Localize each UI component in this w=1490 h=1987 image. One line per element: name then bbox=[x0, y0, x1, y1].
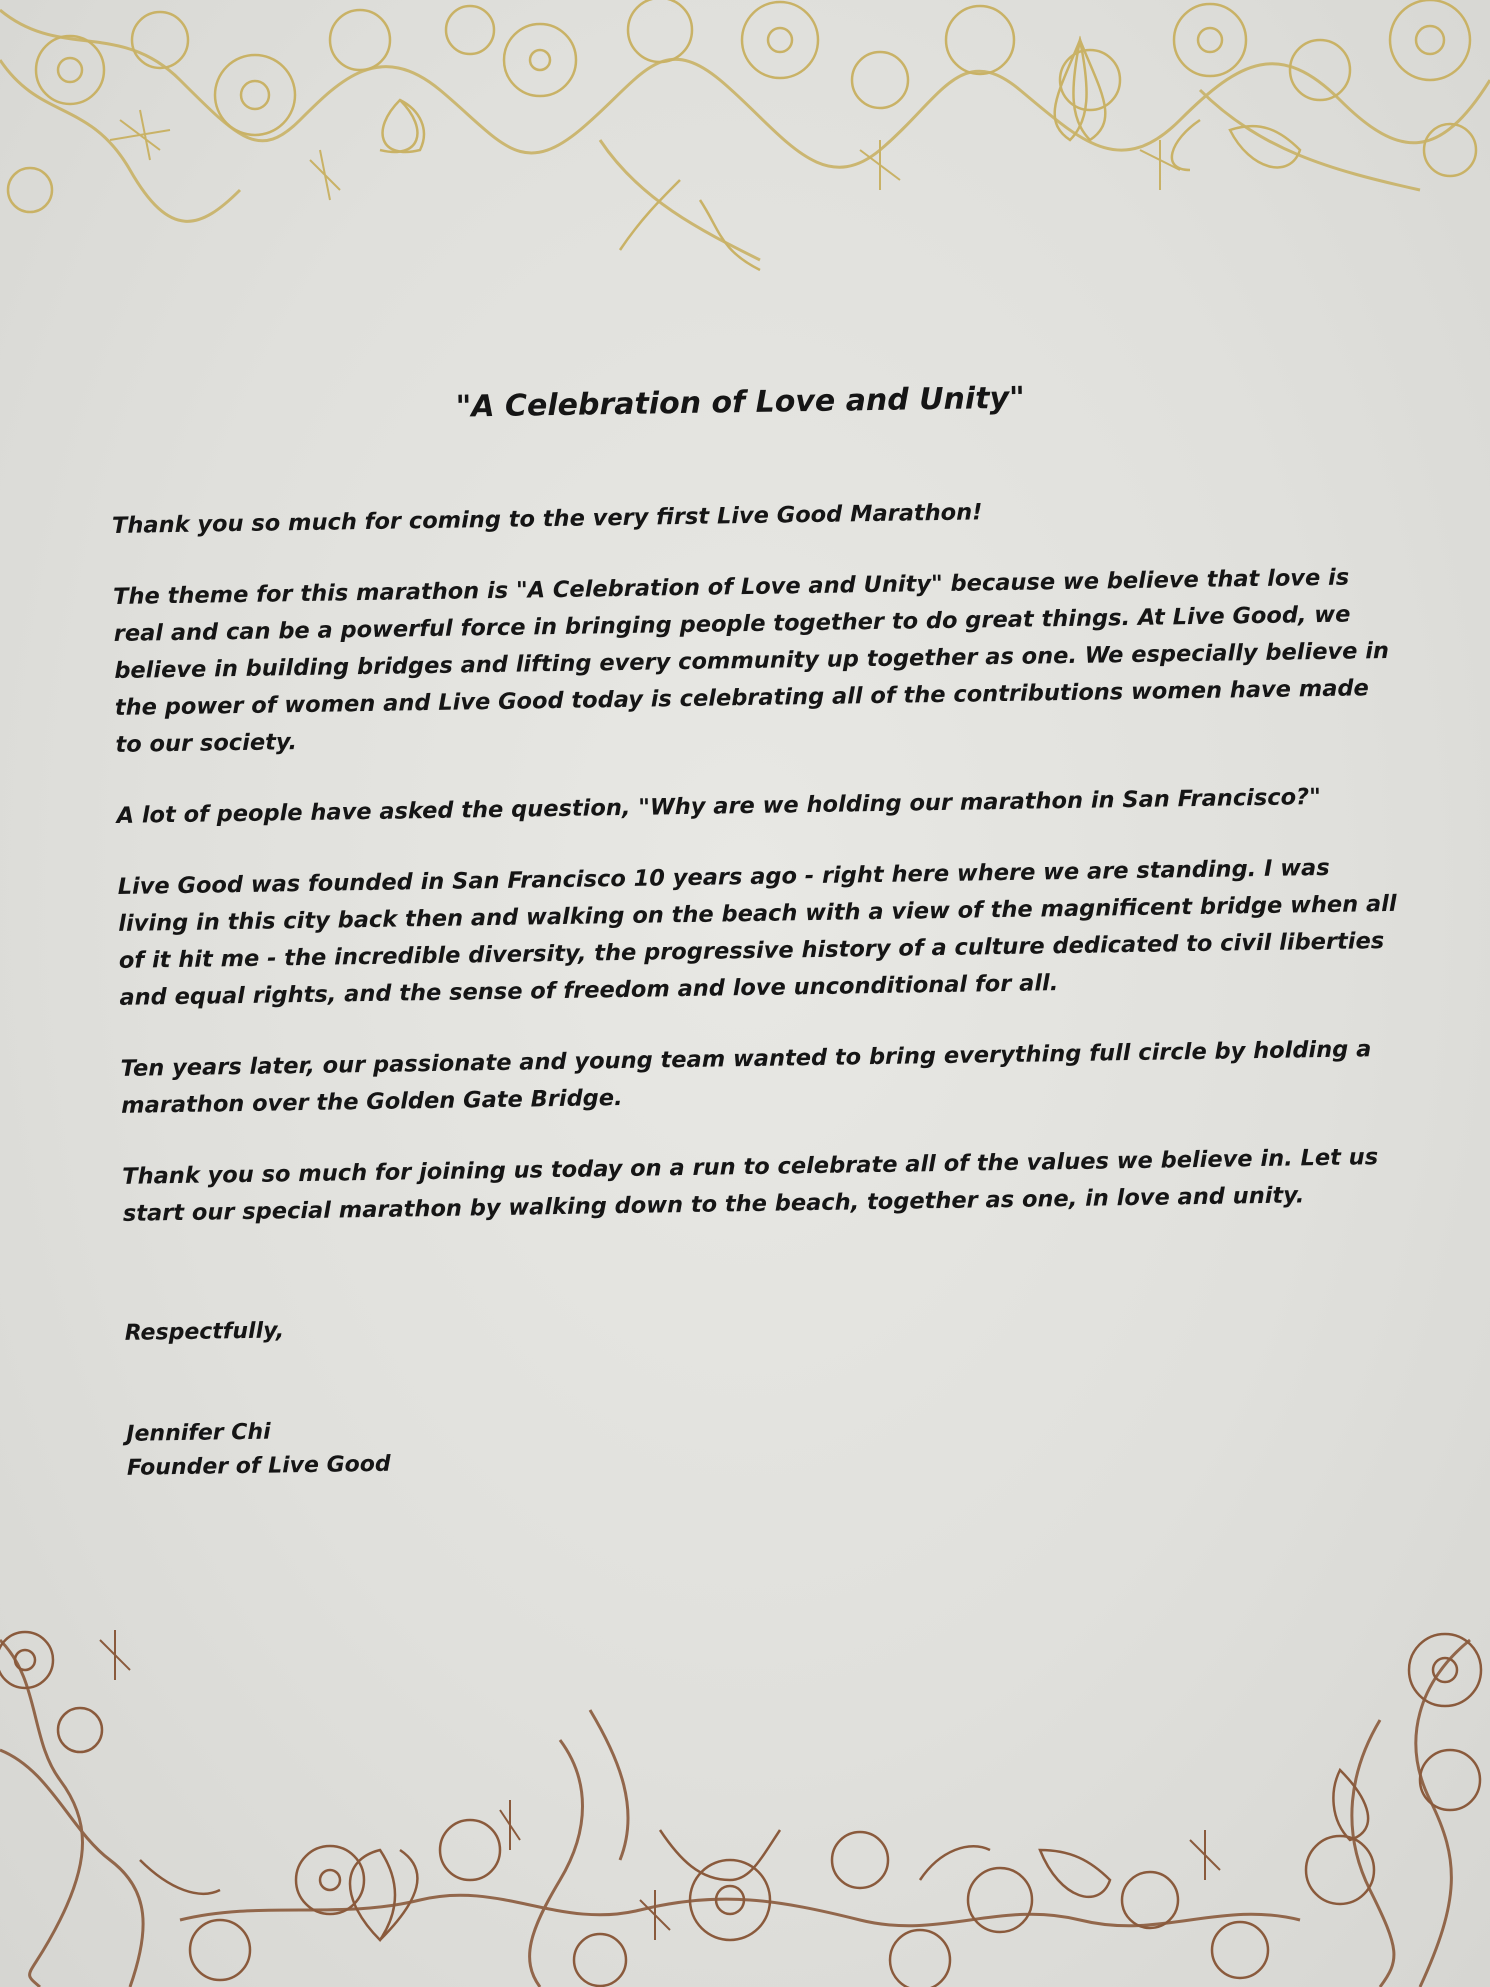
letter-paragraph: The theme for this marathon is "A Celebration of Love and Unity" because we believe that love is real and can be a powerful force in bringing people together to do great things. At Live Good, we believe in building bridges and lifting every community up together as one. We especially believe in the power of women and Live Good today is celebrating all of the contributions women have made to our society. bbox=[112, 564, 1390, 758]
letter-closing: Respectfully, bbox=[124, 1318, 285, 1346]
copper-floral-border-bottom bbox=[0, 1600, 1490, 1987]
letter-body bbox=[110, 375, 1407, 1486]
gold-floral-border-top bbox=[0, 0, 1490, 290]
letter-paragraph: Thank you so much for joining us today on a run to celebrate all of the values we believe in. Let us start our special marathon by walking down to the beach, together as one, in love and unity. bbox=[122, 1144, 1379, 1227]
letter-paragraph: Ten years later, our passionate and young team wanted to bring everything full circle by holding a marathon over the Golden Gate Bridge. bbox=[120, 1036, 1372, 1119]
letter-paragraph: Live Good was founded in San Francisco 10 years ago - right here where we are standing. I was living in this city back then and walking on the beach with a view of the magnificent bridge when all of it hit me - the incredible diversity, the progressive history of a culture dedicated to civil liberties and equal rights, and the sense of freedom and love unconditional for all. bbox=[117, 854, 1397, 1011]
signature-name: Jennifer Chi bbox=[126, 1419, 271, 1447]
letter-paragraph: Thank you so much for coming to the very first Live Good Marathon! bbox=[111, 499, 983, 539]
letter-title: "A Celebration of Love and Unity" bbox=[455, 380, 1025, 425]
signature-role: Founder of Live Good bbox=[126, 1451, 391, 1481]
letter-paragraph: A lot of people have asked the question, "Why are we holding our marathon in San Francisco?" bbox=[116, 784, 1322, 829]
